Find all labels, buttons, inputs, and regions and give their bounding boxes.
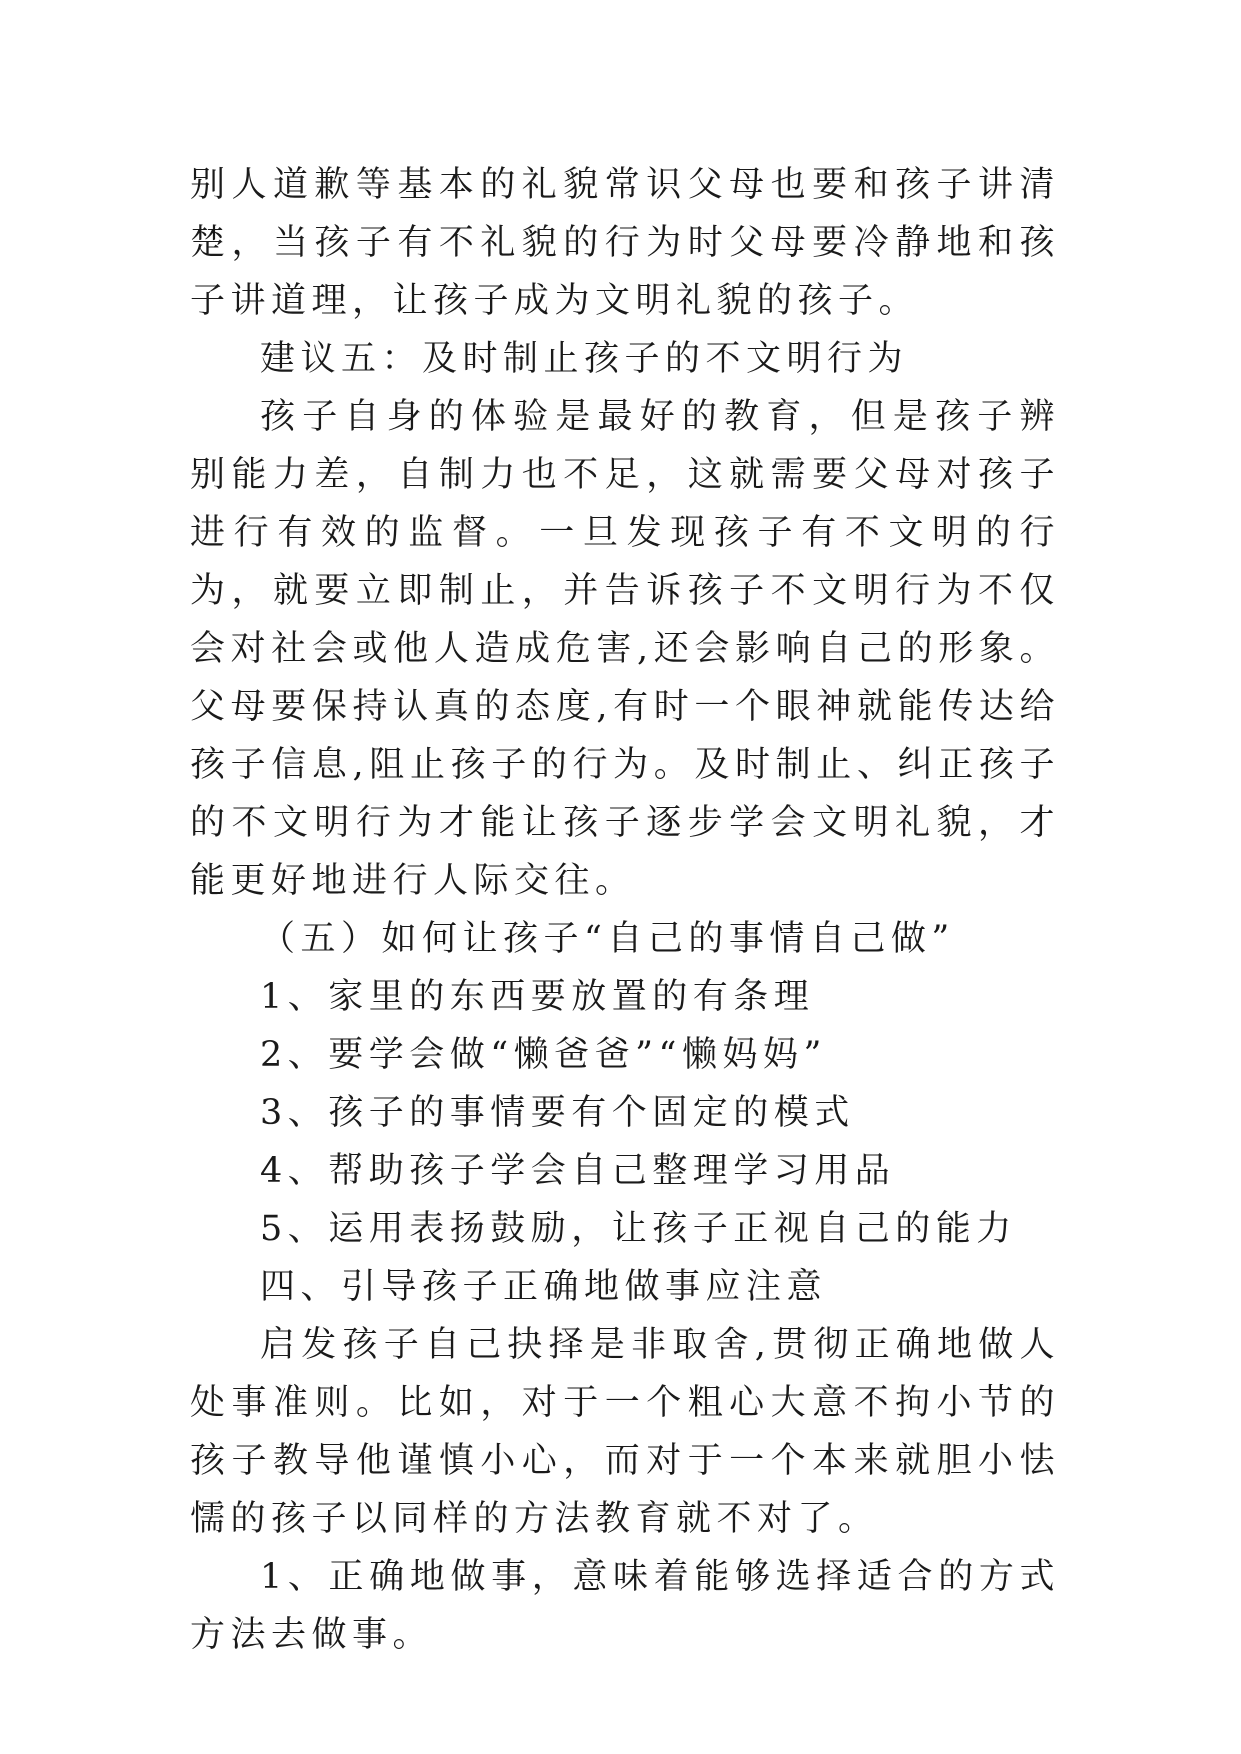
- list-item-5: 5、运用表扬鼓励，让孩子正视自己的能力: [260, 1209, 1017, 1249]
- paragraph-11: 启发孩子自己抉择是非取舍,贯彻正确地做人处事准则。比如，对于一个粗心大意不拘小节的孩子教导他谨慎小心，而对于一个本来就胆小怯懦的孩子以同样的方法教育就不对了。: [190, 1325, 1060, 1539]
- list-item-3: 3、孩子的事情要有个固定的模式: [260, 1093, 855, 1133]
- paragraph-1: 别人道歉等基本的礼貌常识父母也要和孩子讲清楚，当孩子有不礼貌的行为时父母要冷静地和孩子讲道理，让孩子成为文明礼貌的孩子。: [190, 165, 1060, 321]
- list-item-4: 4、帮助孩子学会自己整理学习用品: [260, 1151, 896, 1191]
- document-body: [190, 156, 1060, 1664]
- paragraph-12: 1、正确地做事，意味着能够选择适合的方式方法去做事。: [190, 1557, 1060, 1655]
- heading-suggestion-five: 建议五：及时制止孩子的不文明行为: [260, 339, 909, 379]
- paragraph-3: 孩子自身的体验是最好的教育，但是孩子辨别能力差，自制力也不足，这就需要父母对孩子进行有效的监督。一旦发现孩子有不文明的行为，就要立即制止，并告诉孩子不文明行为不仅会对社会或他人造成危害,还会影响自己的形象。父母要保持认真的态度,有时一个眼神就能传达给孩子信息,阻止孩子的行为。及时制止、纠正孩子的不文明行为才能让孩子逐步学会文明礼貌，才能更好地进行人际交往。: [190, 397, 1060, 901]
- list-item-1: 1、家里的东西要放置的有条理: [260, 977, 815, 1017]
- heading-section-four: 四、引导孩子正确地做事应注意: [260, 1267, 828, 1307]
- heading-section-five: （五）如何让孩子“自己的事情自己做”: [260, 919, 955, 959]
- list-item-2: 2、要学会做“懒爸爸”“懒妈妈”: [260, 1035, 827, 1075]
